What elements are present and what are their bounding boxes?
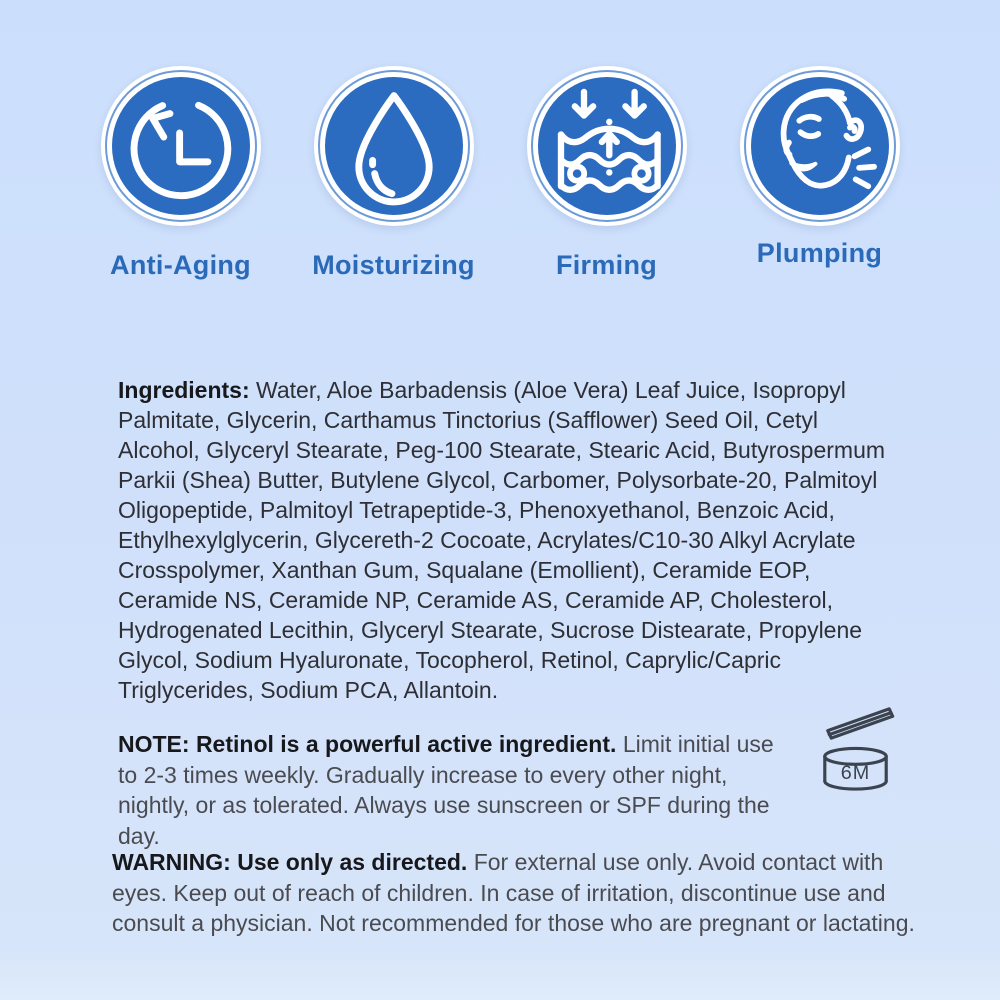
feature-label: Moisturizing bbox=[312, 250, 475, 280]
feature-label: Firming bbox=[555, 250, 658, 280]
warning-paragraph bbox=[112, 847, 918, 939]
feature-anti-aging bbox=[98, 66, 264, 281]
ingredients-list: Water, Aloe Barbadensis (Aloe Vera) Leaf Juice, Isopropyl Palmitate, Glycerin, Carthamus Tinctorius (Safflower) Seed Oil, Cetyl Alcohol, Glyceryl Stearate, Peg-100 Stearate, Stearic Acid, Butyrospermum Parkii (Shea) Butter, Butylene Glycol, Carbomer, Polysorbate-20, Palmitoyl Oligopeptide, Palmitoyl Tetrapeptide-3, Phenoxyethanol, Benzoic Acid, Ethylhexylglycerin, Glycereth-2 Cocoate, Acrylates/C10-30 Alkyl Acrylate Crosspolymer, Xanthan Gum, Squalane (Emollient), Ceramide EOP, Ceramide NS, Ceramide NP, Ceramide AS, Ceramide AP, Cholesterol, Hydrogenated Lecithin, Glyceryl Stearate, Sucrose Distearate, Propylene Glycol, Sodium Hyaluronate, Tocopherol, Retinol, Caprylic/Capric Triglycerides, Sodium PCA, Allantoin. bbox=[118, 377, 886, 703]
firming-badge bbox=[527, 66, 687, 226]
note-heading: NOTE: Retinol is a powerful active ingredient. bbox=[118, 731, 617, 757]
face-profile-icon bbox=[751, 77, 889, 215]
warning-body: For external use only. Avoid contact with eyes. Keep out of reach of children. In case of irritation, discontinue use and consult a physician. Not recommended for those who are pregnant or lactating. bbox=[112, 849, 915, 936]
features-row bbox=[0, 66, 1000, 281]
water-drop-icon bbox=[325, 77, 463, 215]
plumping-badge bbox=[740, 66, 900, 226]
moisturizing-badge bbox=[314, 66, 474, 226]
ingredients-paragraph bbox=[118, 375, 896, 705]
feature-label: Anti-Aging bbox=[110, 250, 251, 280]
feature-firming bbox=[524, 66, 690, 281]
skin-layers-icon bbox=[538, 77, 676, 215]
open-jar-icon bbox=[804, 694, 908, 798]
ingredients-heading: Ingredients: bbox=[118, 377, 250, 403]
anti-aging-badge bbox=[101, 66, 261, 226]
feature-plumping bbox=[737, 66, 903, 281]
feature-label: Plumping bbox=[756, 238, 883, 268]
note-paragraph bbox=[118, 729, 794, 851]
warning-heading: WARNING: Use only as directed. bbox=[112, 849, 468, 875]
feature-moisturizing bbox=[311, 66, 477, 281]
note-body: Limit initial use to 2-3 times weekly. Gradually increase to every other night, nightly, or as tolerated. Always use sunscreen or SPF during the day. bbox=[118, 731, 774, 849]
period-after-opening-label: 6M bbox=[840, 762, 871, 785]
clock-rewind-icon bbox=[112, 77, 250, 215]
